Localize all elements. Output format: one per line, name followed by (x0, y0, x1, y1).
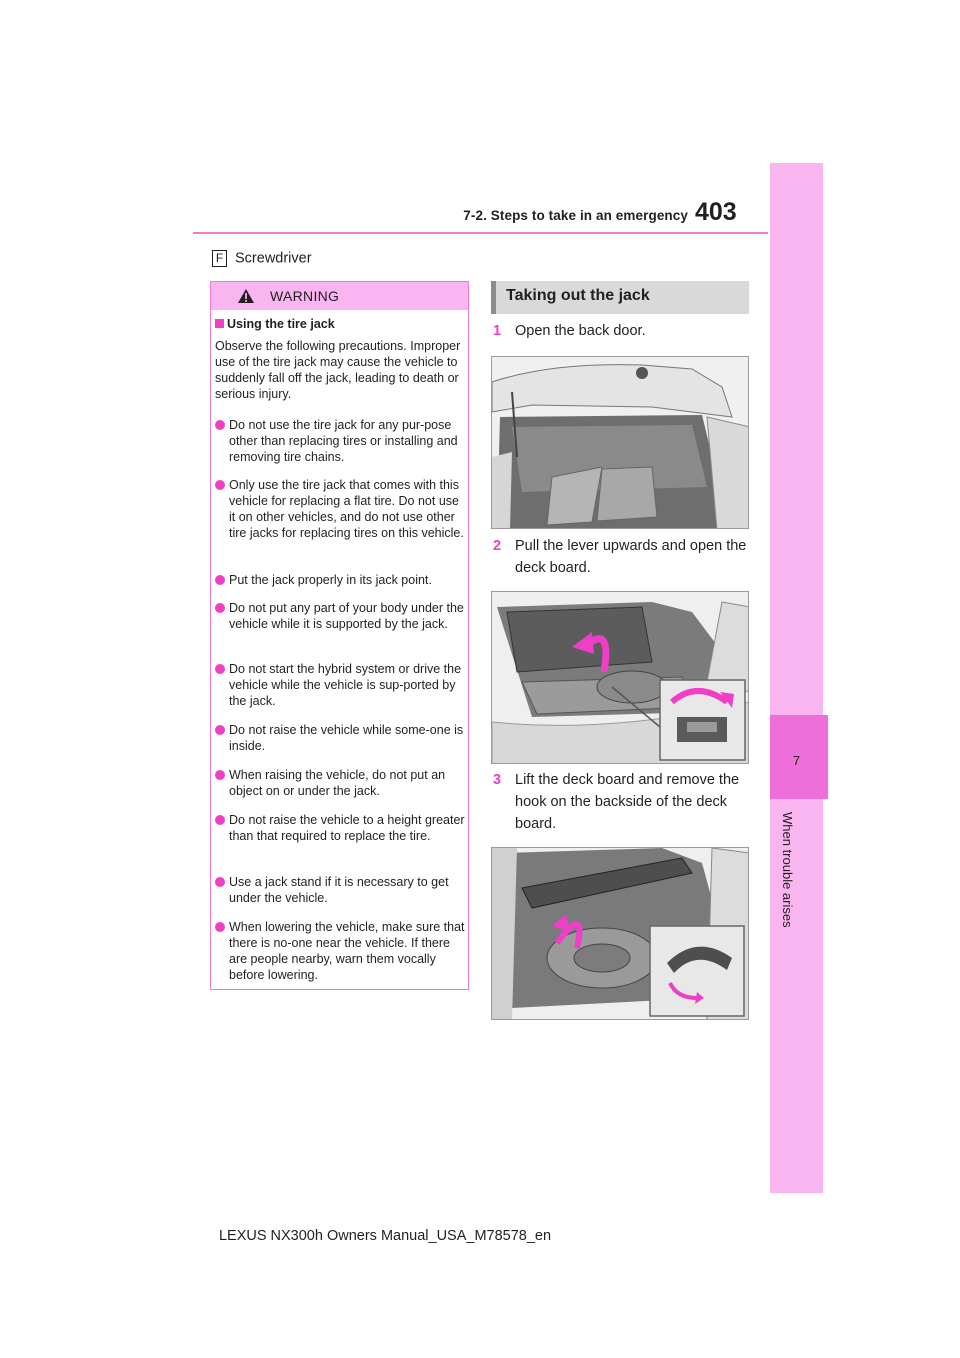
item-f (212, 250, 312, 267)
bullet-dot-icon (215, 603, 225, 613)
open-back-door-illustration (492, 357, 749, 529)
figure-open-back-door (491, 356, 749, 529)
warning-bullet: Do not put any part of your body under the vehicle while it is supported by the jack. (215, 600, 465, 632)
bullet-dot-icon (215, 575, 225, 585)
warning-intro: Observe the following precautions. Improper use of the tire jack may cause the vehicle to suddenly fall off the jack, leading to death or serious injury. (215, 339, 461, 401)
section-title: 7-2. Steps to take in an emergency (463, 208, 688, 223)
warning-bullet: Only use the tire jack that comes with this vehicle for replacing a flat tire. Do not use it on other vehicles, and do not use other tire jacks for replacing tires on this vehicle. (215, 477, 465, 541)
bullet-dot-icon (215, 725, 225, 735)
warning-title: WARNING (270, 288, 340, 304)
bullet-dot-icon (215, 922, 225, 932)
figure-remove-hook (491, 847, 749, 1020)
warning-bullet: When lowering the vehicle, make sure that there is no-one near the vehicle. If there are people nearby, warn them vocally before lowering. (215, 919, 465, 983)
bullet-dot-icon (215, 480, 225, 490)
warning-triangle-icon (237, 288, 255, 304)
item-label: Screwdriver (235, 250, 312, 267)
warning-bullet: Do not use the tire jack for any pur-pose other than replacing tires or installing and removing tire chains. (215, 417, 465, 465)
chapter-title: When trouble arises (780, 812, 795, 928)
open-deck-board-illustration (492, 592, 749, 764)
warning-subheading: Using the tire jack (215, 317, 335, 331)
warning-bullet: Do not raise the vehicle to a height greater than that required to replace the tire. (215, 812, 465, 844)
square-bullet-icon (215, 319, 224, 328)
item-letter-box: F (212, 250, 227, 267)
warning-bullet: Do not raise the vehicle while some-one is inside. (215, 722, 465, 754)
bullet-dot-icon (215, 815, 225, 825)
warning-box (210, 281, 469, 990)
bullet-dot-icon (215, 664, 225, 674)
bullet-dot-icon (215, 877, 225, 887)
warning-bullet: Put the jack properly in its jack point. (215, 572, 465, 588)
header-rule (193, 232, 768, 234)
figure-open-deck-board (491, 591, 749, 764)
warning-bullet: Do not start the hybrid system or drive the vehicle while the vehicle is sup-ported by the jack. (215, 661, 465, 709)
bullet-dot-icon (215, 770, 225, 780)
section-heading: Taking out the jack (491, 281, 749, 314)
warning-bullet: Use a jack stand if it is necessary to get under the vehicle. (215, 874, 465, 906)
chapter-number: 7 (792, 753, 801, 768)
bullet-dot-icon (215, 420, 225, 430)
chapter-tab-strip (770, 163, 823, 1193)
footer-manual-id: LEXUS NX300h Owners Manual_USA_M78578_en (218, 1228, 552, 1244)
warning-bullet: When raising the vehicle, do not put an object on or under the jack. (215, 767, 465, 799)
warning-header (211, 282, 468, 310)
page-number: 403 (695, 198, 737, 226)
remove-hook-illustration (492, 848, 749, 1020)
